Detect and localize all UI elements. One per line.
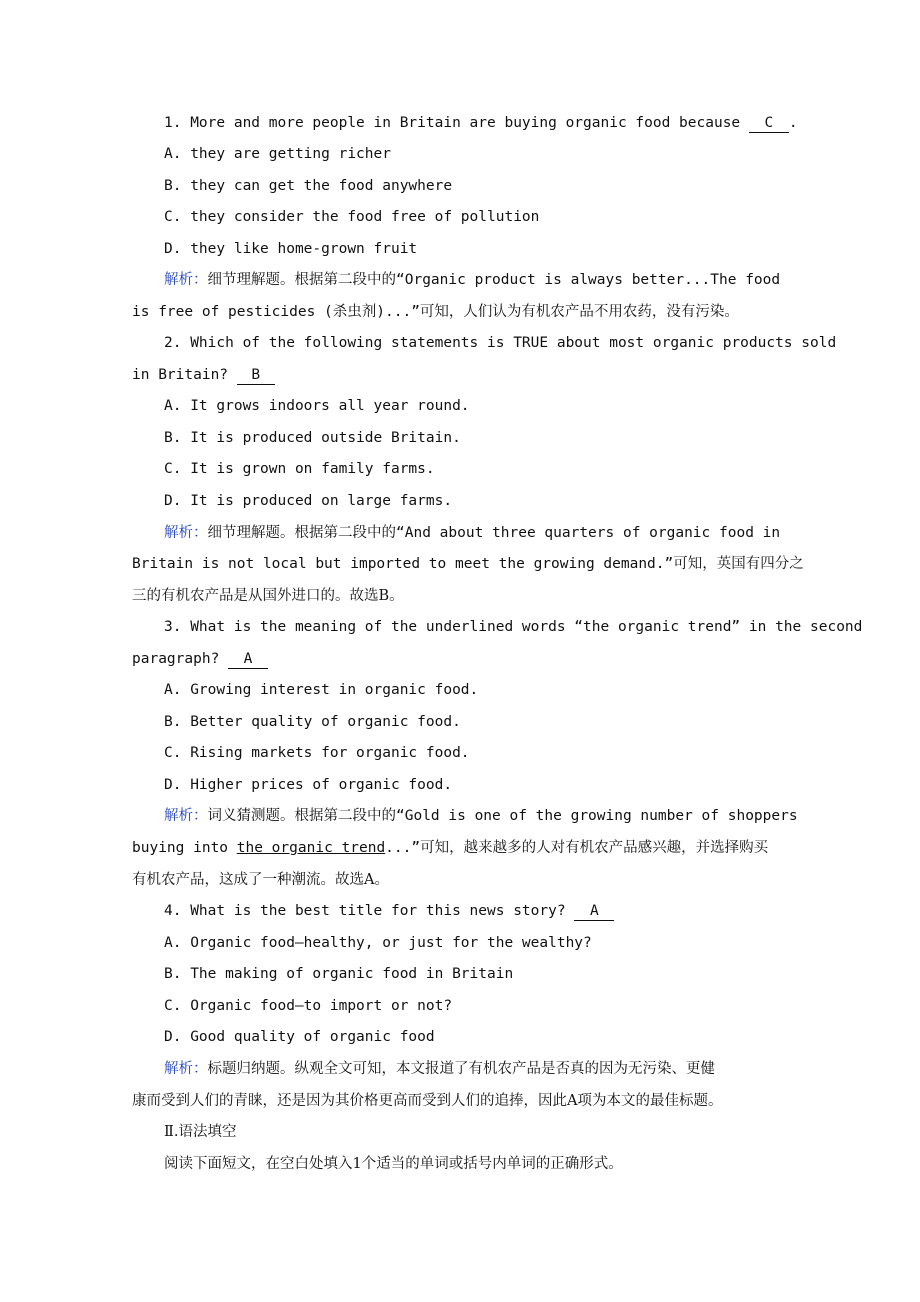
question-3-option-d: D. Higher prices of organic food. (164, 777, 453, 793)
question-4-answer: A (574, 902, 614, 921)
explanation-text: 细节理解题。根据第二段中的“Organic product is always better...The food (207, 272, 781, 288)
explanation-label: 解析： (164, 808, 208, 824)
question-3-option-a: A. Growing interest in organic food. (164, 682, 479, 698)
question-2-explanation-line-1 (164, 523, 780, 543)
question-2-stem-line-1: 2. Which of the following statements is TRUE about most organic products sold (164, 335, 837, 351)
explanation-text: buying into (132, 840, 237, 856)
question-4-text: 4. What is the best title for this news story? (164, 903, 566, 919)
question-1-option-a: A. they are getting richer (164, 146, 391, 162)
question-3-option-b: B. Better quality of organic food. (164, 714, 461, 730)
question-4-stem (164, 901, 614, 921)
question-2-option-d: D. It is produced on large farms. (164, 493, 453, 509)
explanation-label: 解析： (164, 525, 208, 541)
question-4-option-c: C. Organic food—to import or not? (164, 998, 453, 1014)
underlined-phrase: the organic trend (236, 840, 386, 856)
question-1-explanation-line-1 (164, 270, 780, 290)
question-2-text: in Britain? (132, 367, 229, 383)
question-4-explanation-line-1 (164, 1059, 715, 1079)
question-4-option-b: B. The making of organic food in Britain (164, 966, 514, 982)
question-2-explanation-line-3: 三的有机农产品是从国外进口的。故选B。 (132, 588, 404, 604)
explanation-text: 细节理解题。根据第二段中的“And about three quarters of organic food in (207, 525, 781, 541)
question-2-stem-line-2 (132, 365, 275, 385)
question-2-option-c: C. It is grown on family farms. (164, 461, 435, 477)
section-instruction: 阅读下面短文，在空白处填入1个适当的单词或括号内单词的正确形式。 (164, 1156, 623, 1172)
section-title: Ⅱ.语法填空 (164, 1124, 237, 1140)
question-4-option-d: D. Good quality of organic food (164, 1029, 435, 1045)
question-4-option-a: A. Organic food—healthy, or just for the wealthy? (164, 935, 592, 951)
explanation-text: 标题归纳题。纵观全文可知，本文报道了有机农产品是否真的因为无污染、更健 (207, 1061, 715, 1077)
explanation-text: ...”可知，越来越多的人对有机农产品感兴趣，并选择购买 (385, 840, 769, 856)
question-2-answer: B (237, 366, 275, 385)
question-3-stem-line-1: 3. What is the meaning of the underlined words “the organic trend” in the second (164, 619, 863, 635)
question-2-explanation-line-2: Britain is not local but imported to meet the growing demand.”可知，英国有四分之 (132, 556, 804, 572)
question-2-option-a: A. It grows indoors all year round. (164, 398, 470, 414)
explanation-label: 解析： (164, 272, 208, 288)
question-4-explanation-line-2: 康而受到人们的青睐，还是因为其价格更高而受到人们的追捧，因此A项为本文的最佳标题。 (132, 1093, 723, 1109)
question-2-option-b: B. It is produced outside Britain. (164, 430, 461, 446)
explanation-text: 词义猜测题。根据第二段中的“Gold is one of the growing number of shoppers (207, 808, 798, 824)
question-1-answer: C (749, 114, 789, 133)
question-3-explanation-line-3: 有机农产品，这成了一种潮流。故选A。 (132, 872, 389, 888)
question-3-stem-line-2 (132, 649, 268, 669)
explanation-label: 解析： (164, 1061, 208, 1077)
question-1-explanation-line-2: is free of pesticides (杀虫剂)...”可知，人们认为有机农产品不用农药，没有污染。 (132, 304, 739, 320)
question-1-option-b: B. they can get the food anywhere (164, 178, 453, 194)
question-3-explanation-line-1 (164, 806, 798, 826)
question-3-option-c: C. Rising markets for organic food. (164, 745, 470, 761)
question-1-stem: 1. More and more people in Britain are buying organic food because C . (164, 115, 798, 131)
question-3-text: paragraph? (132, 651, 220, 667)
question-1-text: 1. More and more people in Britain are buying organic food because (164, 115, 741, 131)
question-3-answer: A (228, 650, 268, 669)
question-1-option-d: D. they like home-grown fruit (164, 241, 418, 257)
question-3-explanation-line-2 (132, 838, 768, 858)
question-1-option-c: C. they consider the food free of pollution (164, 209, 540, 225)
